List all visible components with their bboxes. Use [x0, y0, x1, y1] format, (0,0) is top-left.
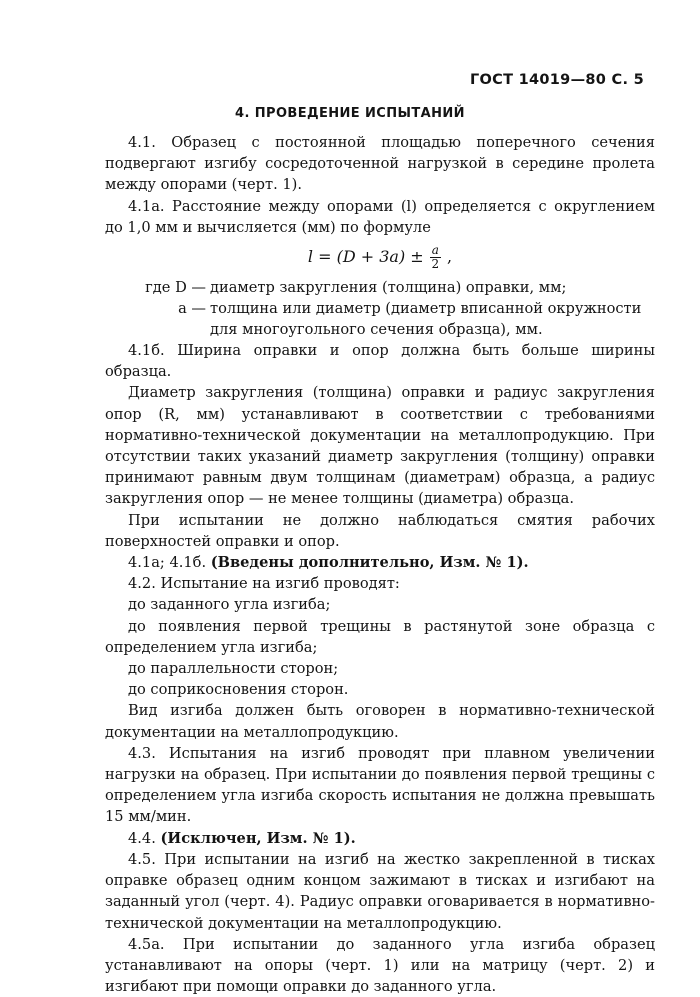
- section-title: 4. ПРОВЕДЕНИЕ ИСПЫТАНИЙ: [235, 106, 465, 121]
- where-list: [105, 277, 655, 340]
- excluded-note: (Исключен, Изм. № 1).: [160, 829, 356, 847]
- paragraph-4-5a: 4.5а. При испытании до заданного угла изгиба образец устанавливают на опоры (черт. 1) или на матрицу (черт. 2) и изгибают при помощи оправки до заданного угла.: [105, 935, 655, 996]
- where-text: диаметр закругления (толщина) оправки, мм;: [210, 279, 567, 297]
- list-item: до заданного угла изгиба;: [128, 596, 331, 614]
- where-label: a —: [178, 300, 206, 318]
- list-item: до соприкосновения сторон.: [128, 681, 349, 699]
- formula-fraction: [430, 244, 441, 271]
- formula-denominator: 2: [431, 257, 440, 272]
- where-row: [105, 298, 655, 340]
- body-text: [105, 132, 655, 997]
- clause-ref: 4.4.: [128, 829, 161, 847]
- paragraph-amendment-1: [105, 552, 655, 573]
- formula-lhs: l = (D + 3a) ±: [307, 247, 424, 267]
- paragraph-4-1: 4.1. Образец с постоянной площадью поперечного сечения подвергают изгибу сосредоточенной нагрузкой в середине пролета между опорами (черт. 1).: [105, 134, 655, 194]
- where-label: где D —: [145, 279, 206, 297]
- list-item: до появления первой трещины в растянутой зоне образца с определением угла изгиба;: [105, 617, 655, 656]
- amendment-ref: 4.1а; 4.1б.: [128, 554, 211, 572]
- page-header: ГОСТ 14019—80 С. 5: [469, 72, 644, 88]
- paragraph-4-4: [105, 828, 655, 849]
- formula-tail: ,: [447, 247, 453, 267]
- amendment-note: (Введены дополнительно, Изм. № 1).: [210, 554, 529, 572]
- list-item: до параллельности сторон;: [128, 660, 339, 678]
- paragraph-4-5: 4.5. При испытании на изгиб на жестко закрепленной в тисках оправке образец одним концом зажимают в тисках и изгибают на заданный угол (черт. 4). Радиус оправки оговаривается в нормативно-технической документации на металлопродукцию.: [105, 850, 655, 932]
- paragraph-bend-type: Вид изгиба должен быть оговорен в нормативно-технической документации на металлопродукцию.: [105, 702, 655, 741]
- paragraph-4-3: 4.3. Испытания на изгиб проводят при плавном увеличении нагрузки на образец. При испытании до появления первой трещины с определением угла изгиба скорость испытания не должна превышать 15 мм/мин.: [105, 744, 655, 826]
- formula: [105, 244, 655, 271]
- formula-numerator: a: [431, 243, 439, 258]
- where-row: [105, 277, 655, 298]
- paragraph-4-1a: 4.1а. Расстояние между опорами (l) определяется с округлением до 1,0 мм и вычисляется (мм) по формуле: [105, 197, 655, 236]
- paragraph-4-2: 4.2. Испытание на изгиб проводят:: [128, 575, 400, 593]
- paragraph-4-1b: 4.1б. Ширина оправки и опор должна быть больше ширины образца.: [105, 342, 655, 381]
- where-text: толщина или диаметр (диаметр вписанной окружности для многоугольного сечения образца), мм.: [210, 300, 642, 339]
- paragraph-crushing: При испытании не должно наблюдаться смятия рабочих поверхностей оправки и опор.: [105, 511, 655, 550]
- paragraph-diameter: Диаметр закругления (толщина) оправки и радиус закругления опор (R, мм) устанавливают в соответствии с требованиями нормативно-технической документации на металлопродукцию. При отсутствии таких указаний диаметр закругления (толщину) оправки принимают равным двум толщинам (диаметрам) образца, а радиус закругления опор — не менее толщины (диаметра) образца.: [105, 384, 655, 508]
